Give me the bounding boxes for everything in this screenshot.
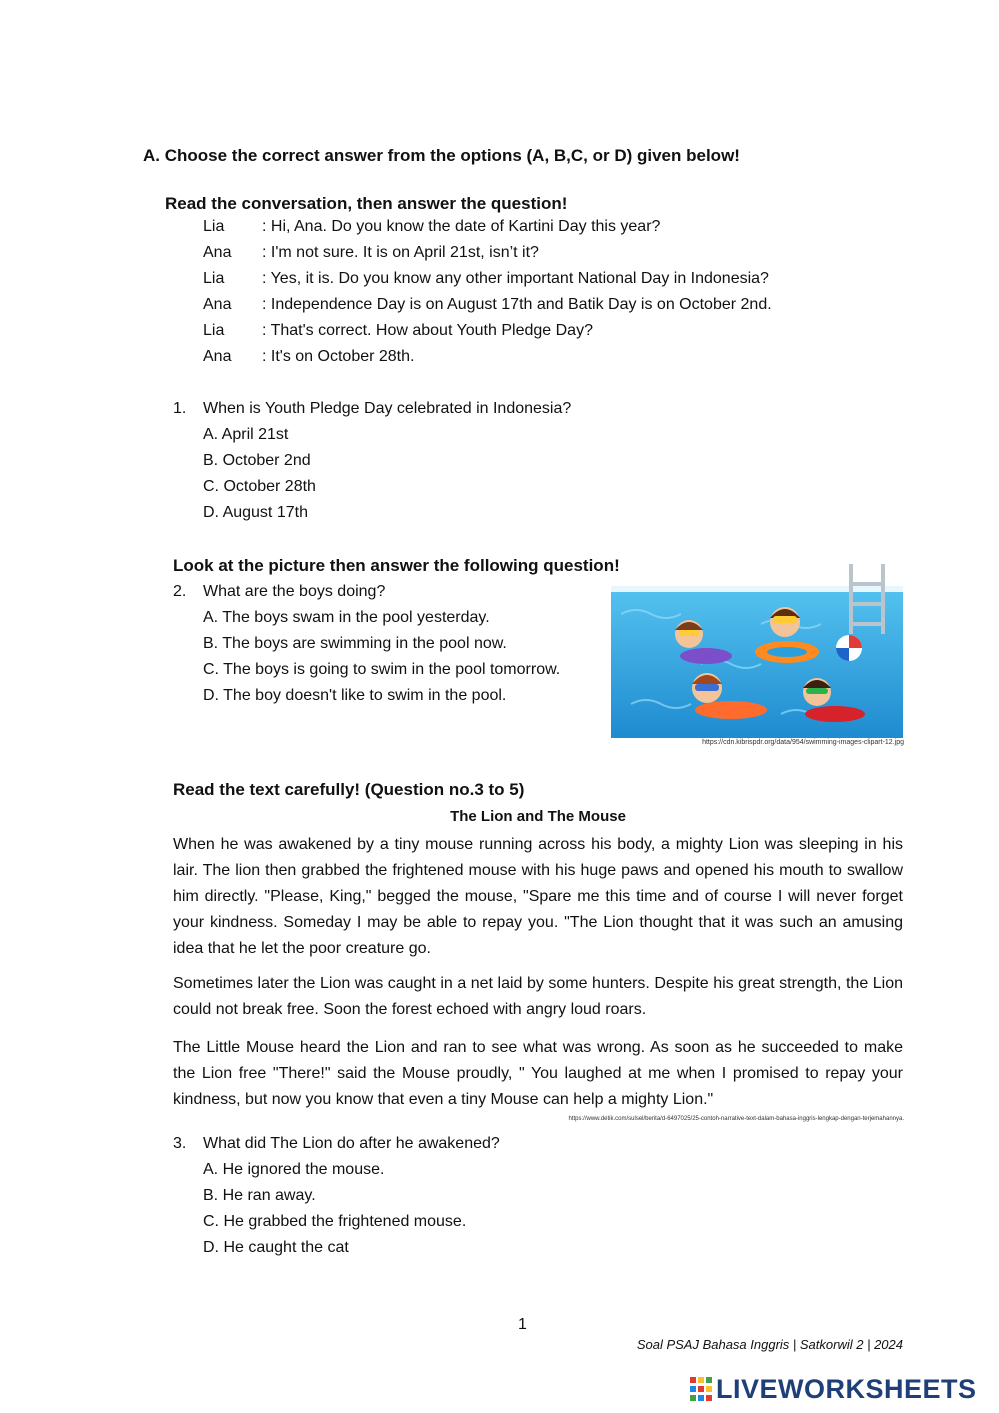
question-2-option-d[interactable]: D. The boy doesn't like to swim in the pool. — [203, 687, 507, 704]
utterance: : Independence Day is on August 17th and Batik Day is on October 2nd. — [262, 296, 772, 313]
utterance: : I'm not sure. It is on April 21st, isn’t it? — [262, 244, 539, 261]
beach-ball-icon — [836, 635, 862, 661]
question-1-option-c[interactable]: C. October 28th — [203, 478, 316, 495]
speaker-label: Ana — [203, 296, 232, 313]
utterance: : Yes, it is. Do you know any other important National Day in Indonesia? — [262, 270, 769, 287]
question-2-text: What are the boys doing? — [203, 583, 386, 600]
liveworksheets-grid-icon — [690, 1377, 712, 1401]
picture-heading: Look at the picture then answer the following question! — [173, 556, 620, 575]
liveworksheets-wordmark: LIVEWORKSHEETS — [716, 1373, 977, 1404]
question-2-option-a[interactable]: A. The boys swam in the pool yesterday. — [203, 609, 490, 626]
utterance: : Hi, Ana. Do you know the date of Kartini Day this year? — [262, 218, 661, 235]
story-paragraph-3: The Little Mouse heard the Lion and ran to see what was wrong. As soon as he succeeded to make the Lion free "There!" said the Mouse proudly, " You laughed at me when I promised to repay your kindness, but now you know that even a tiny Mouse can help a mighty Lion." — [173, 1039, 903, 1108]
liveworksheets-logo — [690, 1374, 977, 1404]
question-3-option-b[interactable]: B. He ran away. — [203, 1187, 316, 1204]
conversation-heading: Read the conversation, then answer the question! — [165, 194, 568, 213]
question-1-number: 1. — [173, 400, 187, 417]
utterance: : That's correct. How about Youth Pledge Day? — [262, 322, 593, 339]
story-title: The Lion and The Mouse — [450, 808, 626, 825]
question-1-option-d[interactable]: D. August 17th — [203, 504, 308, 521]
speaker-label: Ana — [203, 348, 232, 365]
speaker-label: Ana — [203, 244, 232, 261]
speaker-label: Lia — [203, 270, 225, 287]
swimming-pool-image — [611, 564, 903, 738]
question-3-option-c[interactable]: C. He grabbed the frightened mouse. — [203, 1213, 467, 1230]
question-2-option-b[interactable]: B. The boys are swimming in the pool now. — [203, 635, 507, 652]
question-3-option-a[interactable]: A. He ignored the mouse. — [203, 1161, 385, 1178]
footer-caption: Soal PSAJ Bahasa Inggris | Satkorwil 2 | 2024 — [636, 1337, 903, 1352]
story-paragraph-2: Sometimes later the Lion was caught in a net laid by some hunters. Despite his great strength, the Lion could not break free. Soon the forest echoed with angry loud roars. — [173, 975, 903, 1018]
question-1-text: When is Youth Pledge Day celebrated in Indonesia? — [203, 400, 572, 417]
page-number: 1 — [518, 1316, 527, 1333]
question-1-option-b[interactable]: B. October 2nd — [203, 452, 311, 469]
question-2-number: 2. — [173, 583, 187, 600]
utterance: : It's on October 28th. — [262, 348, 415, 365]
question-3-option-d[interactable]: D. He caught the cat — [203, 1239, 349, 1256]
pool-edge — [611, 586, 903, 592]
question-3-text: What did The Lion do after he awakened? — [203, 1135, 500, 1152]
reading-heading: Read the text carefully! (Question no.3 to 5) — [173, 780, 525, 799]
image-source-caption: https://cdn.kibrispdr.org/data/954/swimming-images-clipart-12.jpg — [702, 739, 904, 746]
question-3-number: 3. — [173, 1135, 187, 1152]
speaker-label: Lia — [203, 218, 225, 235]
section-a-instruction: A. Choose the correct answer from the options (A, B,C, or D) given below! — [143, 146, 740, 165]
story-source-caption: https://www.detik.com/sulsel/berita/d-6497025/25-contoh-narrative-text-dalam-bahasa-inggris-lengkap-dengan-terjemahannya. — [568, 1116, 904, 1122]
story-paragraph-1: When he was awakened by a tiny mouse running across his body, a mighty Lion was sleeping in his lair. The lion then grabbed the frightened mouse with his huge paws and opened his mouth to swallow him directly. "Please, King," begged the mouse, "Spare me this time and of course I will never forget your kindness. Someday I may be able to repay you. "The Lion thought that it was such an amusing idea that he let the poor creature go. — [173, 836, 903, 957]
question-1-option-a[interactable]: A. April 21st — [203, 426, 289, 443]
question-2-option-c[interactable]: C. The boys is going to swim in the pool tomorrow. — [203, 661, 561, 678]
speaker-label: Lia — [203, 322, 225, 339]
